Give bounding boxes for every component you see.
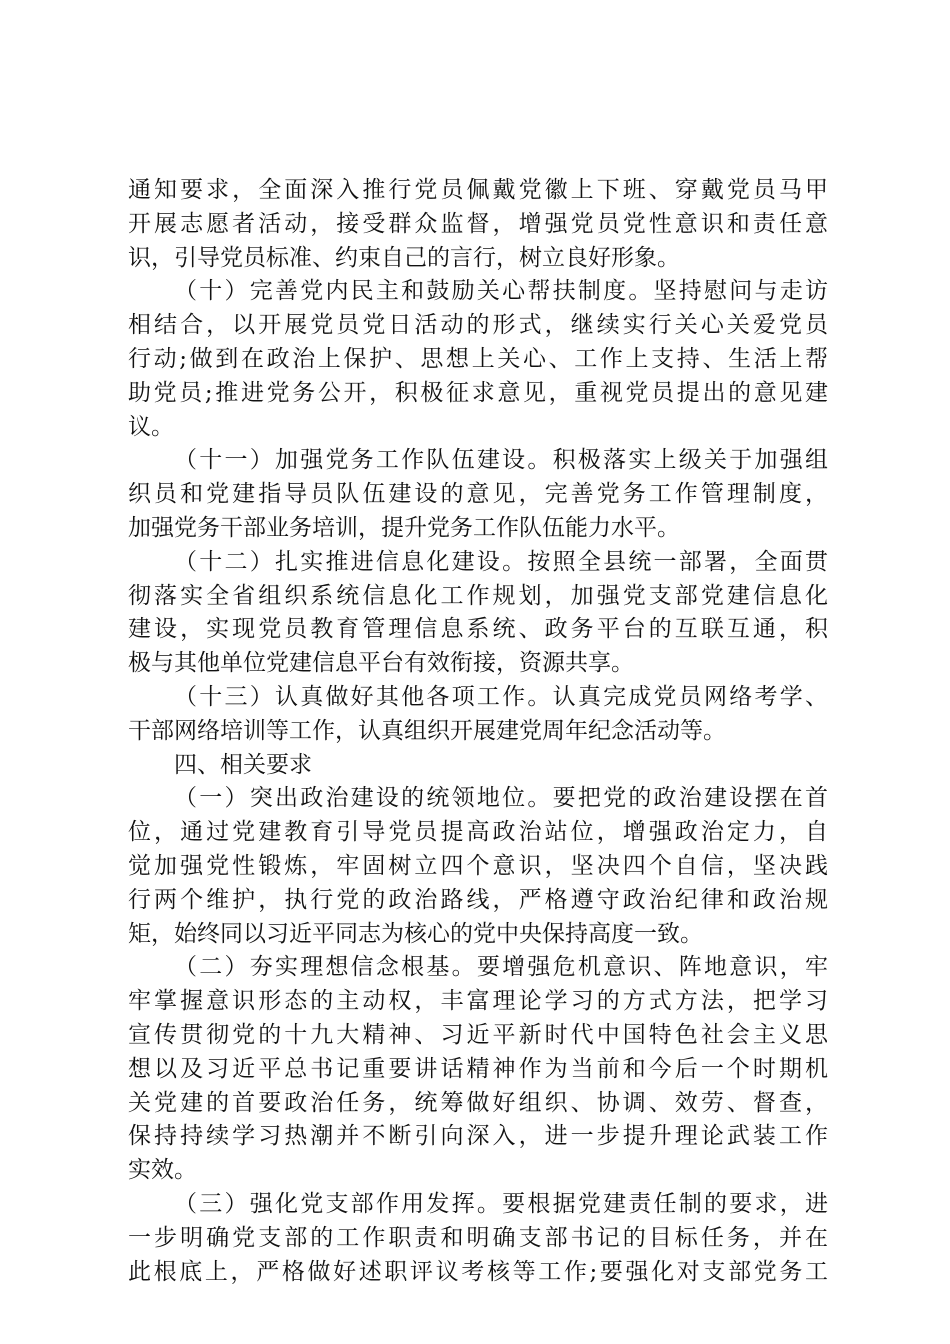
text-line: （十）完善党内民主和鼓励关心帮扶制度。坚持慰问与走访	[174, 278, 828, 305]
document-body	[128, 174, 828, 1289]
paragraph	[128, 174, 828, 275]
text-line: 通知要求，全面深入推行党员佩戴党徽上下班、穿戴党员马甲	[128, 177, 828, 203]
text-line: 保持持续学习热潮并不断引向深入，进一步提升理论武装工作	[128, 1123, 828, 1150]
paragraph	[128, 951, 828, 1188]
text-line: 加强党务干部业务培训，提升党务工作队伍能力水平。	[128, 514, 680, 541]
text-line: 宣传贯彻党的十九大精神、习近平新时代中国特色社会主义思	[128, 1021, 828, 1048]
text-line: 实效。	[128, 1157, 197, 1184]
text-line: 位，通过党建教育引导党员提高政治站位，增强政治定力，自	[128, 819, 828, 846]
text-line: 行动;做到在政治上保护、思想上关心、工作上支持、生活上帮	[128, 345, 828, 372]
paragraph	[128, 1188, 828, 1289]
text-line: 彻落实全省组织系统信息化工作规划，加强党支部党建信息化	[128, 582, 828, 609]
text-line: 织员和党建指导员队伍建设的意见，完善党务工作管理制度，	[128, 481, 828, 508]
text-line: 关党建的首要政治任务，统筹做好组织、协调、效劳、督查，	[128, 1089, 828, 1116]
paragraph	[128, 749, 828, 783]
paragraph	[128, 782, 828, 951]
text-line: 一步明确党支部的工作职责和明确支部书记的目标任务，并在	[128, 1224, 828, 1251]
text-line: 建设，实现党员教育管理信息系统、政务平台的互联互通，积	[128, 616, 828, 643]
text-line: 觉加强党性锻炼，牢固树立四个意识，坚决四个自信，坚决践	[128, 852, 828, 879]
text-line: 四、相关要求	[174, 751, 312, 778]
text-line: 牢掌握意识形态的主动权，丰富理论学习的方式方法，把学习	[128, 988, 828, 1015]
paragraph	[128, 444, 828, 545]
text-line: 此根底上，严格做好述职评议考核等工作;要强化对支部党务工	[128, 1258, 828, 1285]
text-line: 想以及习近平总书记重要讲话精神作为当前和今后一个时期机	[128, 1055, 828, 1082]
text-line: 助党员;推进党务公开，积极征求意见，重视党员提出的意见建	[128, 379, 828, 406]
text-line: 干部网络培训等工作，认真组织开展建党周年纪念活动等。	[128, 717, 726, 744]
paragraph	[128, 275, 828, 444]
paragraph	[128, 681, 828, 749]
text-line: 识，引导党员标准、约束自己的言行，树立良好形象。	[128, 244, 680, 271]
text-line: （一）突出政治建设的统领地位。要把党的政治建设摆在首	[174, 785, 828, 812]
text-line: （三）强化党支部作用发挥。要根据党建责任制的要求，进	[174, 1190, 828, 1217]
text-line: （十一）加强党务工作队伍建设。积极落实上级关于加强组	[174, 447, 828, 474]
text-line: 矩，始终同以习近平同志为核心的党中央保持高度一致。	[128, 920, 703, 947]
text-line: 议。	[128, 413, 174, 440]
text-line: 开展志愿者活动，接受群众监督，增强党员党性意识和责任意	[128, 210, 828, 237]
text-line: （十二）扎实推进信息化建设。按照全县统一部署，全面贯	[174, 548, 828, 575]
text-line: 相结合，以开展党员党日活动的形式，继续实行关心关爱党员	[128, 312, 828, 339]
text-line: （二）夯实理想信念根基。要增强危机意识、阵地意识，牢	[174, 954, 828, 981]
paragraph	[128, 546, 828, 681]
text-line: 极与其他单位党建信息平台有效衔接，资源共享。	[128, 650, 634, 677]
text-line: （十三）认真做好其他各项工作。认真完成党员网络考学、	[174, 683, 828, 710]
text-line: 行两个维护，执行党的政治路线，严格遵守政治纪律和政治规	[128, 886, 828, 913]
